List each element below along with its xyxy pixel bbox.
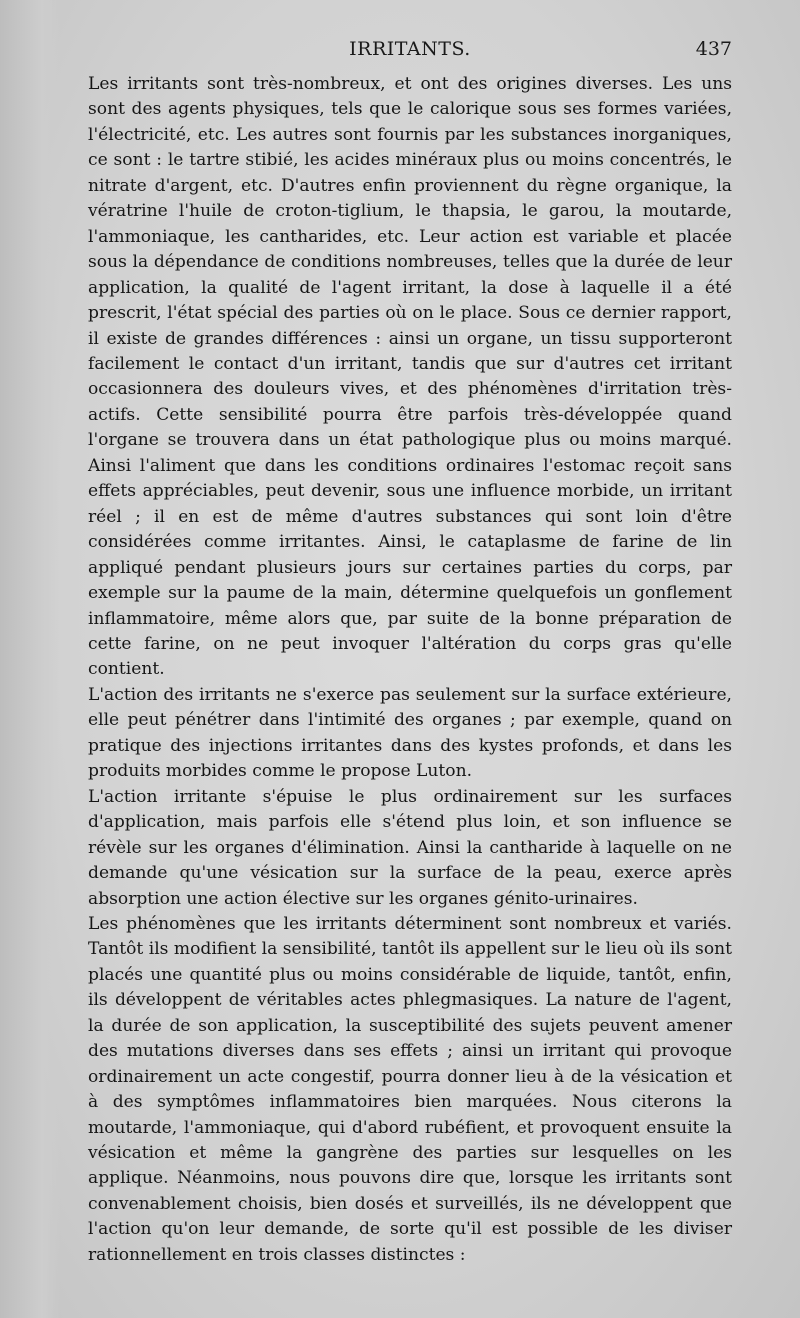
body-text [88, 72, 732, 1268]
page-number: 437 [695, 38, 732, 60]
paragraph: L'action irritante s'épuise le plus ordinairement sur les surfaces d'application, mais parfois elle s'étend plus loin, et son influence se révèle sur les organes d'élimination. Ainsi la cantharide à laquelle on ne demande qu'une vésication sur la surface de la peau, exerce après absorption une action élective sur les organes génito-urinaires. [88, 786, 732, 909]
running-title: IRRITANTS. [349, 38, 471, 60]
page-gutter-shadow [0, 0, 60, 1318]
paragraph: Les phénomènes que les irritants déterminent sont nombreux et variés. Tantôt ils modifient la sensibilité, tantôt ils appellent sur le lieu où ils sont placés une quantité plus ou moins considérable de liquide, tantôt, enfin, ils développent de véritables actes phlegmasiques. La nature de l'agent, la durée de son application, la susceptibilité des sujets peuvent amener des mutations diverses dans ses effets ; ainsi un irritant qui provoque ordinairement un acte congestif, pourra donner lieu à de la vésication et à des symptômes inflammatoires bien marquées. Nous citerons la moutarde, l'ammoniaque, qui d'abord rubéfient, et provoquent ensuite la vésication et même la gangrène des parties sur lesquelles on les applique. Néanmoins, nous pouvons dire que, lorsque les irritants sont convenablement choisis, bien dosés et surveillés, ils ne développent que l'action qu'on leur demande, de sorte qu'il est possible de les diviser rationnellement en trois classes distinctes : [88, 913, 732, 1265]
page-header [88, 38, 732, 68]
paragraph: Les irritants sont très-nombreux, et ont des origines diverses. Les uns sont des agents physiques, tels que le calorique sous ses formes variées, l'électricité, etc. Les autres sont fournis par les substances inorganiques, ce sont : le tartre stibié, les acides minéraux plus ou moins concentrés, le nitrate d'argent, etc. D'autres enfin proviennent du règne organique, la vératrine l'huile de croton-tiglium, le thapsia, le garou, la moutarde, l'ammoniaque, les cantharides, etc. Leur action est variable et placée sous la dépendance de conditions nombreuses, telles que la durée de leur application, la qualité de l'agent irritant, la dose à laquelle il a été prescrit, l'état spécial des parties où on le place. Sous ce dernier rapport, il existe de grandes différences : ainsi un organe, un tissu supporteront facilement le contact d'un irritant, tandis que sur d'autres cet irritant occasionnera des douleurs vives, et des phénomènes d'irritation très-actifs. Cette sensibilité pourra être parfois très-développée quand l'organe se trouvera dans un état pathologique plus ou moins marqué. Ainsi l'aliment que dans les conditions ordinaires l'estomac reçoit sans effets appréciables, peut devenir, sous une influence morbide, un irritant réel ; il en est de même d'autres substances qui sont loin d'être considérées comme irritantes. Ainsi, le cataplasme de farine de lin appliqué pendant plusieurs jours sur certaines parties du corps, par exemple sur la paume de la main, détermine quelquefois un gonflement inflammatoire, même alors que, par suite de la bonne préparation de cette farine, on ne peut invoquer l'altération du corps gras qu'elle contient. [88, 74, 732, 680]
paragraph: L'action des irritants ne s'exerce pas seulement sur la surface extérieure, elle peut pénétrer dans l'intimité des organes ; par exemple, quand on pratique des injections irritantes dans des kystes profonds, et dans les produits morbides comme le propose Luton. [88, 684, 732, 782]
